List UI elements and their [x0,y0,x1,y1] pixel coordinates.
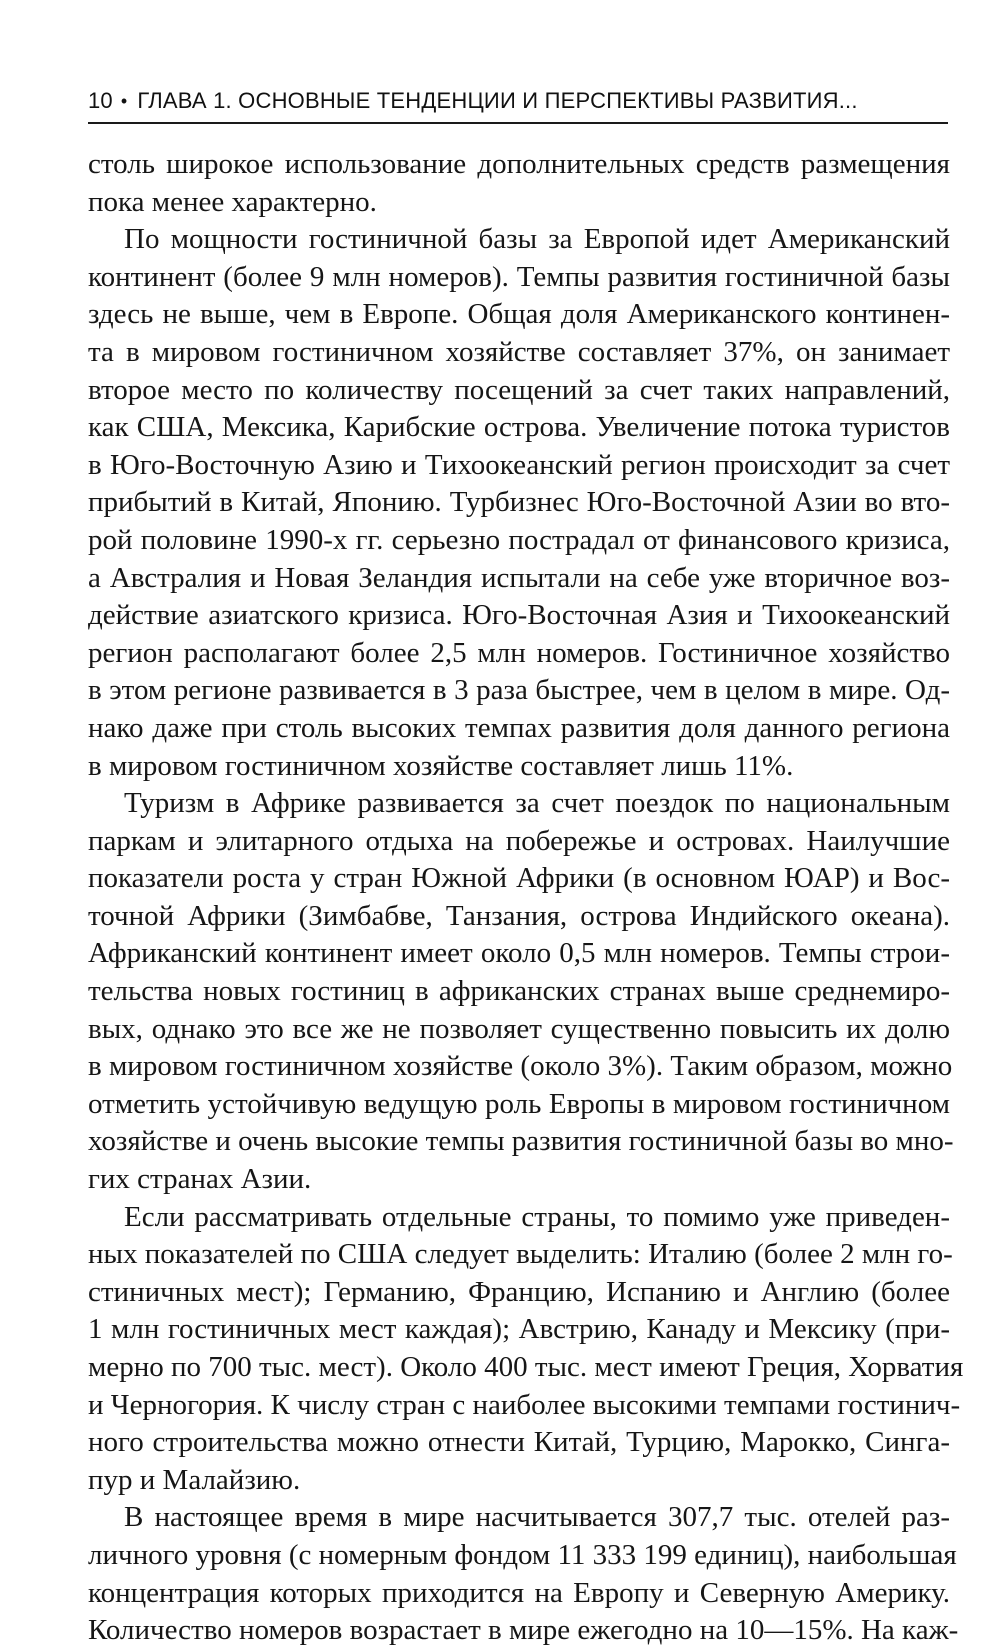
text-line: второе место по количеству посещений за счет таких направлений, [88,373,950,406]
text-line: По мощности гостиничной базы за Европой идет Американский [124,223,950,256]
text-line: ных показателей по США следует выделить: Италию (более 2 млн го- [88,1238,953,1271]
text-line: вых, однако это все же не позволяет существенно повысить их долю [88,1012,950,1045]
text-line: столь широкое использование дополнительных средств размещения [88,148,950,180]
text-line: в мировом гостиничном хозяйстве составляет лишь 11%. [88,749,794,782]
paragraph [88,146,950,221]
text-line: та в мировом гостиничном хозяйстве составляет 37%, он занимает [88,335,950,368]
text-line: концентрация которых приходится на Европу и Северную Америку. [88,1576,950,1609]
paragraph [88,221,950,785]
text-line: хозяйстве и очень высокие темпы развития гостиничной базы во мно- [88,1125,954,1158]
text-line: а Австралия и Новая Зеландия испытали на себе уже вторичное воз- [88,561,950,594]
text-line: пока менее характерно. [88,185,377,218]
paragraph [88,1499,959,1649]
text-line: как США, Мексика, Карибские острова. Увеличение потока туристов [88,411,950,444]
running-head [88,86,948,124]
text-line: континент (более 9 млн номеров). Темпы развития гостиничной базы [88,260,950,293]
text-line: и Черногория. К числу стран с наиболее высокими темпами гостинич- [88,1388,961,1421]
text-line: тельства новых гостиниц в африканских странах выше среднемиро- [88,975,950,1008]
text-line: ного строительства можно отнести Китай, Турцию, Марокко, Синга- [88,1426,950,1459]
text-line: мерно по 700 тыс. мест). Около 400 тыс. мест имеют Греция, Хорватия [88,1351,964,1383]
text-line: 1 млн гостиничных мест каждая); Австрию, Канаду и Мексику (при- [88,1313,950,1346]
text-line: Туризм в Африке развивается за счет поездок по национальным [124,787,950,820]
text-line: в этом регионе развивается в 3 раза быстрее, чем в целом в мире. Од- [88,674,950,707]
paragraph [88,1199,964,1500]
text-line: точной Африки (Зимбабве, Танзания, острова Индийского океана). [88,899,950,932]
text-line: показатели роста у стран Южной Африки (в основном ЮАР) и Вос- [88,862,950,895]
text-line: регион располагают более 2,5 млн номеров. Гостиничное хозяйство [88,636,950,669]
text-line: в мировом гостиничном хозяйстве (около 3%). Таким образом, можно [88,1050,953,1083]
body-text [88,146,964,1650]
text-line: действие азиатского кризиса. Юго-Восточная Азия и Тихоокеанский [88,599,950,632]
text-line: гих странах Азии. [88,1163,312,1196]
text-line: здесь не выше, чем в Европе. Общая доля Американского континен- [88,298,950,331]
text-line: Если рассматривать отдельные страны, то помимо уже приведен- [124,1200,950,1233]
text-line: личного уровня (с номерным фондом 11 333 199 единиц), наибольшая [88,1538,957,1571]
text-line: отметить устойчивую ведущую роль Европы в мировом гостиничном [88,1087,950,1120]
text-line: Африканский континент имеет около 0,5 млн номеров. Темпы строи- [88,937,950,970]
chapter-title: ГЛАВА 1. ОСНОВНЫЕ ТЕНДЕНЦИИ И ПЕРСПЕКТИВЫ РАЗВИТИЯ... [137,88,858,113]
page-number: 10 [88,88,113,113]
text-line: паркам и элитарного отдыха на побережье и островах. Наилучшие [88,824,950,857]
text-line: рой половине 1990-х гг. серьезно пострадал от финансового кризиса, [88,523,950,556]
text-line: Количество номеров возрастает в мире ежегодно на 10—15%. На каж- [88,1614,959,1647]
text-line: В настоящее время в мире насчитывается 307,7 тыс. отелей раз- [124,1501,950,1534]
text-line: прибытий в Китай, Японию. Турбизнес Юго-Восточной Азии во вто- [88,486,950,519]
text-line: пур и Малайзию. [88,1463,301,1496]
text-line: стиничных мест); Германию, Францию, Испанию и Англию (более [88,1275,950,1308]
text-line: в Юго-Восточную Азию и Тихоокеанский регион происходит за счет [88,448,950,481]
paragraph [88,785,954,1199]
bullet-separator: • [120,91,128,111]
text-line: нако даже при столь высоких темпах развития доля данного региона [88,711,950,744]
